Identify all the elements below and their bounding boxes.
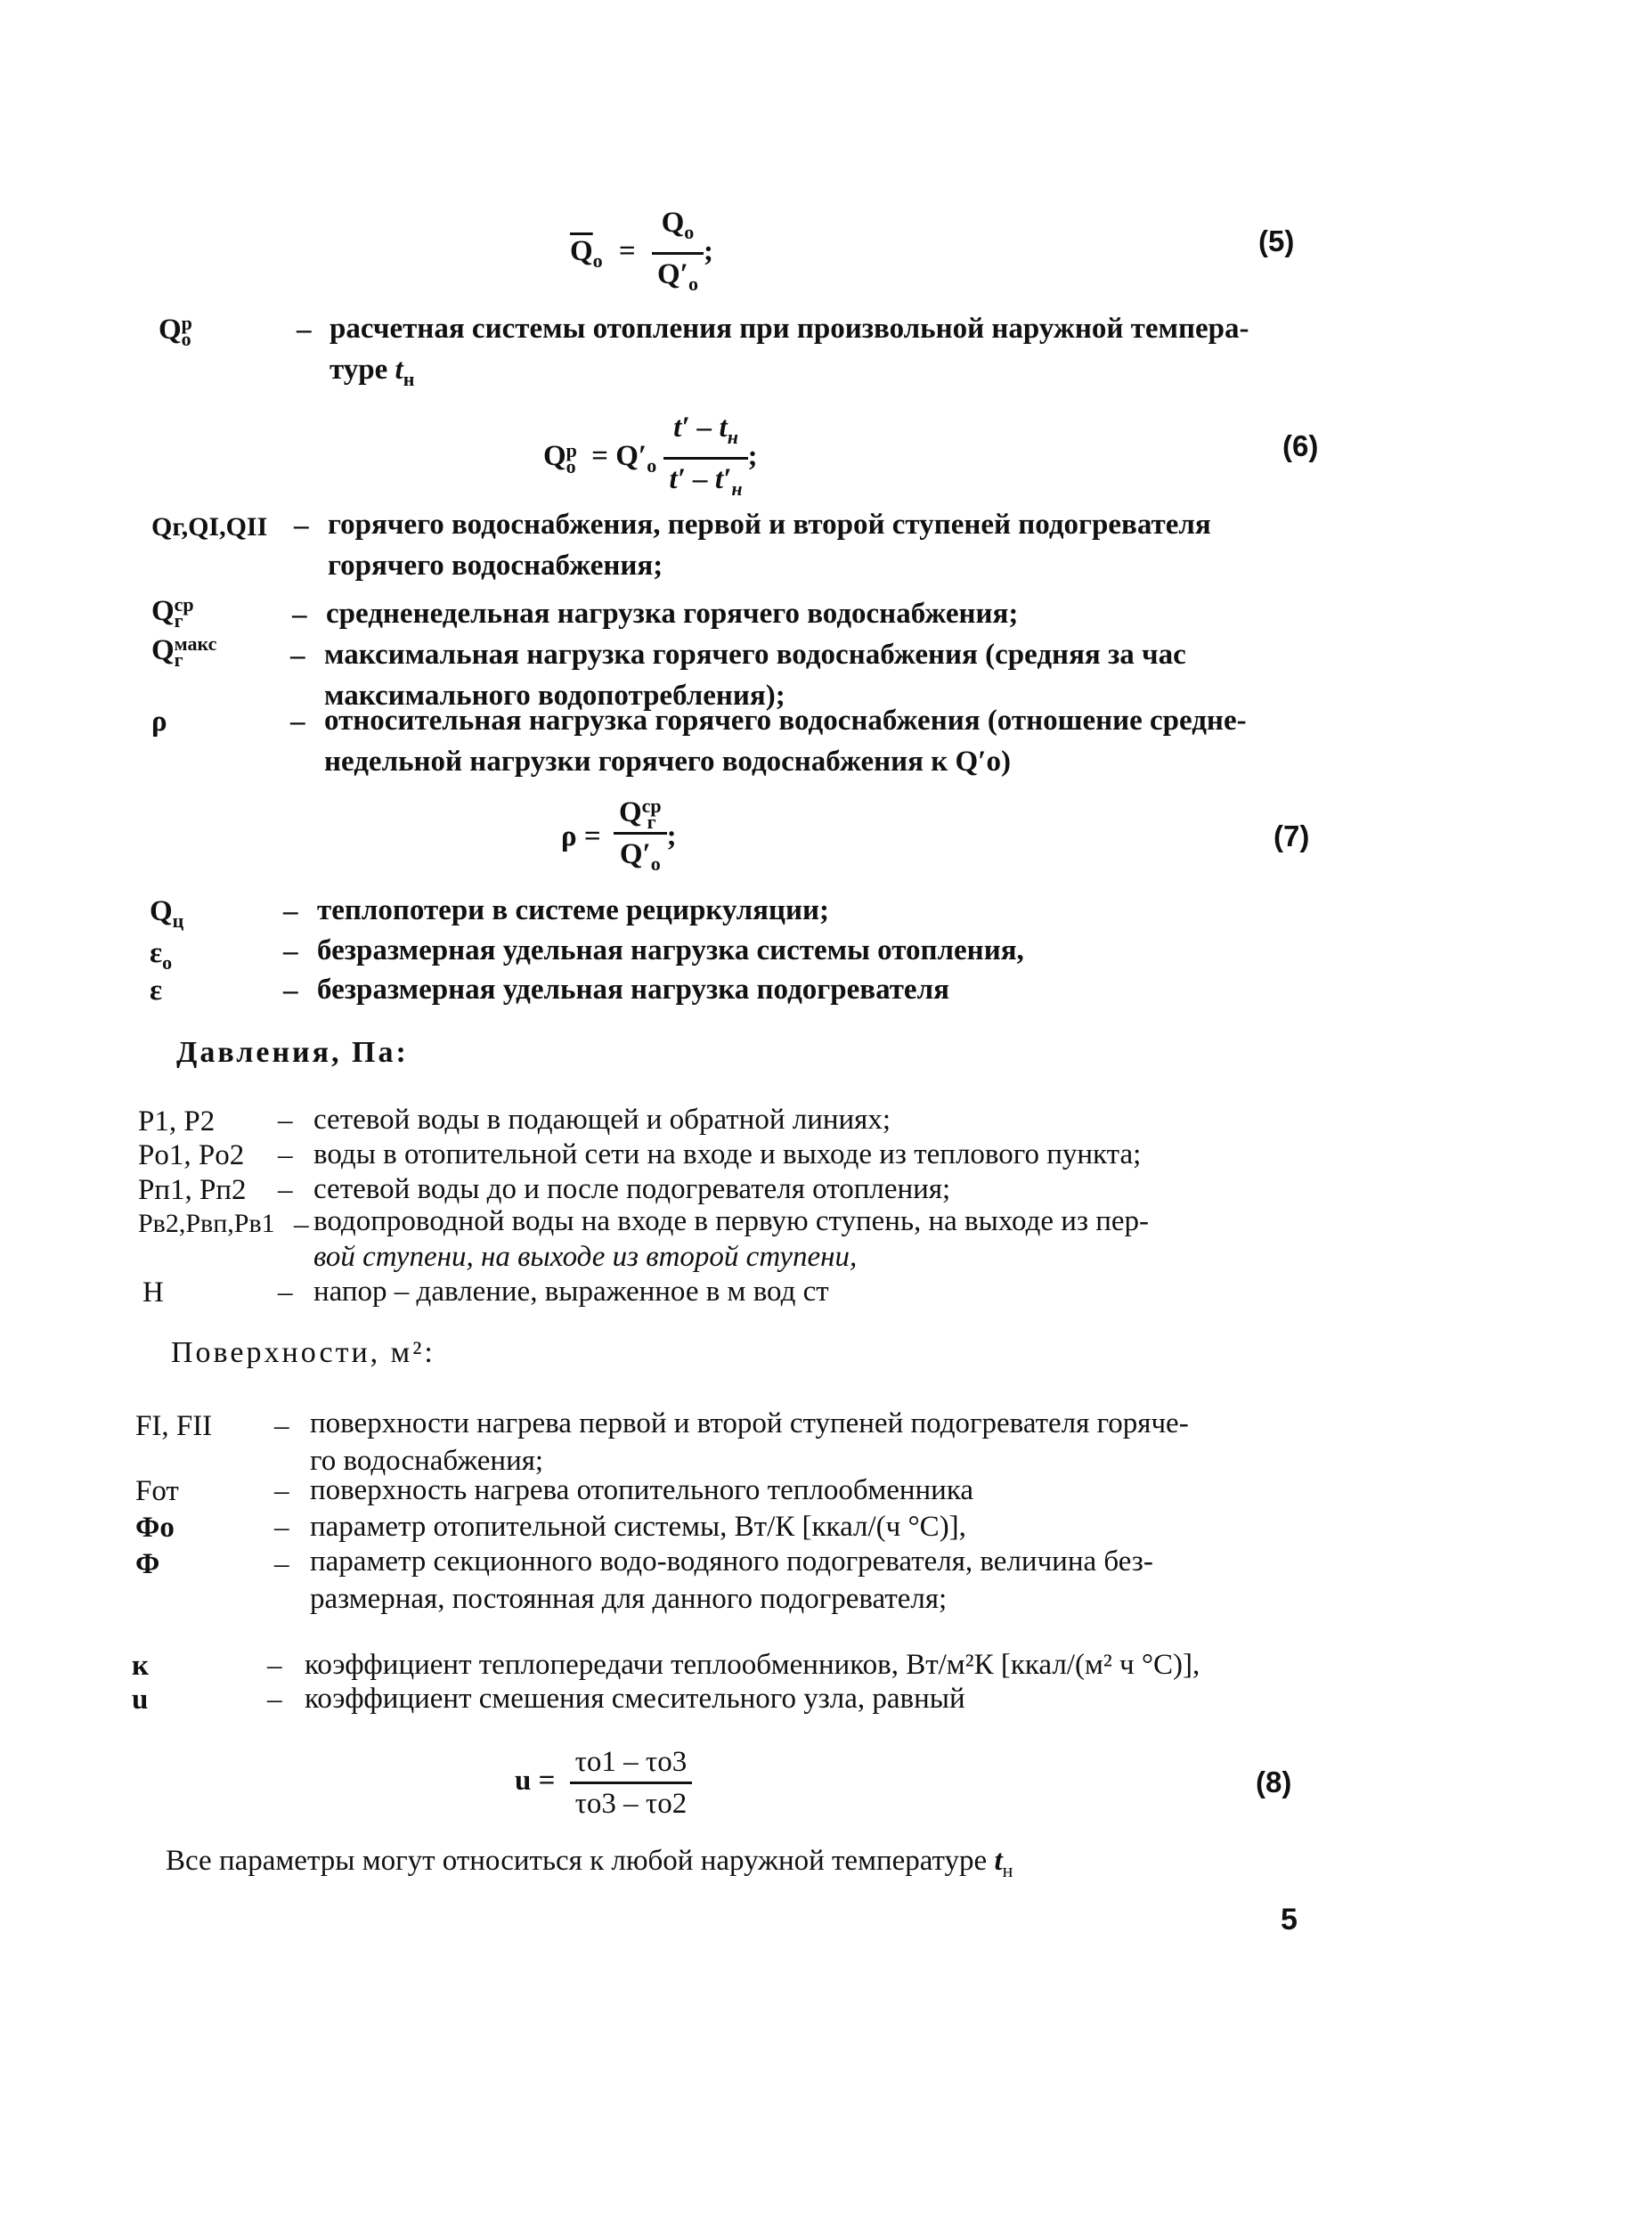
definition-Qg: [328, 504, 1307, 586]
symbol-Phi-o: Φo: [135, 1512, 175, 1544]
eq7-semicolon: ;: [666, 820, 677, 852]
eq8-lhs: u =: [515, 1765, 556, 1798]
symbol-Qgcp-sup: ср: [174, 593, 194, 616]
equation-6: [543, 408, 758, 509]
equation-number-7: (7): [1274, 820, 1310, 852]
eq6-lhs-sup: p: [566, 438, 577, 461]
eq6-numerator-wrap: [663, 408, 747, 460]
eq7-num-sup: ср: [641, 795, 662, 818]
symbol-Qc-sub: ц: [172, 909, 184, 932]
symbol-Qop-base: Q: [159, 314, 182, 346]
dash-k: –: [267, 1650, 282, 1682]
definition-Qop-line2-prefix: туре: [330, 354, 388, 386]
definition-k: коэффициент теплопередачи теплообменников, Вт/м²К [ккал/(м² ч °С)],: [305, 1649, 1200, 1681]
symbol-Qgcp-sub: г: [174, 609, 183, 632]
symbol-Phi: Φ: [135, 1548, 160, 1580]
symbol-Qgmax: [151, 632, 217, 672]
definition-Qg-line1: горячего водоснабжения, первой и второй ступеней подогревателя: [328, 509, 1211, 541]
dash-epsilon: –: [283, 974, 298, 1007]
definition-Phi-line2: размерная, постоянная для данного подогревателя;: [310, 1583, 948, 1615]
eq7-den-sub: о: [650, 852, 661, 875]
symbol-Qc: [150, 895, 183, 933]
equation-7: [561, 793, 677, 884]
symbol-Qc-base: Q: [150, 895, 173, 927]
definition-FI-FII: [310, 1405, 1379, 1480]
eq6-den-sub: н: [731, 477, 743, 500]
definition-Qop-var-sub: н: [403, 368, 415, 390]
dash-epsilon-o: –: [283, 935, 298, 967]
footer-var: t: [994, 1845, 1003, 1877]
symbol-Qop-sup: p: [181, 312, 192, 335]
footer-var-sub: н: [1002, 1859, 1013, 1881]
definition-Qc: теплопотери в системе рециркуляции;: [317, 894, 830, 926]
dash-Fot: –: [274, 1475, 289, 1507]
definition-H: напор – давление, выраженное в м вод ст: [313, 1276, 829, 1308]
definition-epsilon: безразмерная удельная нагрузка подогревателя: [317, 974, 949, 1006]
eq6-lhs-sub: o: [566, 454, 576, 477]
equation-number-5: (5): [1258, 224, 1295, 257]
dash-Qgmax: –: [290, 640, 305, 672]
definition-epsilon-o: безразмерная удельная нагрузка системы отопления,: [317, 934, 1024, 966]
definition-Qop-line2: [330, 349, 1309, 400]
symbol-Qgmax-sup: макс: [174, 632, 217, 656]
symbol-FI-FII: FI, FII: [135, 1410, 213, 1442]
symbol-Qgcp: [151, 593, 194, 632]
definition-P1-P2: сетевой воды в подающей и обратной линиях;: [313, 1104, 891, 1136]
eq7-lhs: ρ =: [561, 820, 601, 852]
definition-Qgmax-line2: максимального водопотребления);: [324, 680, 785, 712]
eq5-equals: =: [618, 235, 636, 268]
definition-Fot: поверхность нагрева отопительного теплообменника: [310, 1474, 974, 1506]
eq6-equals-sub: o: [647, 454, 657, 477]
definition-Qop: [330, 308, 1309, 400]
dash-Pp1-Pp2: –: [278, 1174, 293, 1206]
definition-Qg-line2: горячего водоснабжения;: [328, 550, 663, 582]
definition-Pv: [313, 1203, 1382, 1275]
symbol-Pp1-Pp2: Pп1, Pп2: [138, 1174, 247, 1206]
eq5-num-sub: o: [684, 221, 695, 243]
eq5-denominator: Q′: [656, 258, 688, 290]
heading-pressures: Давления, Па:: [176, 1036, 409, 1069]
dash-Po1-Po2: –: [278, 1139, 293, 1171]
dash-P1-P2: –: [278, 1105, 293, 1137]
eq6-semicolon: ;: [747, 440, 758, 473]
dash-Phi: –: [274, 1548, 289, 1580]
equation-5: [570, 203, 713, 304]
eq6-num-sub: н: [727, 426, 738, 448]
definition-Phi: [310, 1543, 1379, 1618]
dash-rho: –: [290, 705, 305, 738]
eq8-numerator: τo1 – τo3: [570, 1742, 693, 1784]
dash-Qc: –: [283, 895, 298, 927]
equation-number-6: (6): [1282, 429, 1319, 462]
footer-text: [166, 1840, 1323, 1891]
symbol-epsilon-o-sub: о: [162, 951, 173, 974]
equation-8: [515, 1742, 692, 1823]
symbol-Qop: [159, 312, 192, 351]
definition-Qgmax-line1: максимальная нагрузка горячего водоснабжения (средняя за час: [324, 639, 1186, 671]
symbol-Qgmax-sub: г: [174, 648, 183, 672]
symbol-Qop-sub: o: [181, 328, 191, 351]
eq7-fraction: [614, 793, 667, 884]
definition-Qop-line1: расчетная системы отопления при произвольной наружной темпера-: [330, 313, 1249, 345]
eq5-numerator: Q: [661, 207, 685, 239]
dash-Phi-o: –: [274, 1512, 289, 1544]
definition-rho-line2: недельной нагрузки горячего водоснабжения к Q′о): [324, 746, 1011, 778]
dash-Pv: –: [294, 1209, 309, 1241]
definition-Phi-o: параметр отопительной системы, Вт/К [ккал/(ч °С)],: [310, 1511, 966, 1543]
dash-Qop: –: [297, 314, 312, 346]
eq6-denominator: t′ – t′: [669, 463, 732, 495]
symbol-P1-P2: P1, P2: [138, 1105, 216, 1138]
eq6-fraction: [663, 408, 747, 509]
footer-sentence: Все параметры могут относиться к любой наружной температуре: [166, 1845, 988, 1877]
definition-Qop-var: t: [395, 354, 403, 386]
definition-Qgcp: средненедельная нагрузка горячего водоснабжения;: [326, 598, 1019, 630]
definition-rho-line1: относительная нагрузка горячего водоснабжения (отношение средне-: [324, 705, 1247, 737]
eq6-equals: = Q′: [591, 440, 647, 473]
symbol-Qgmax-base: Q: [151, 634, 175, 666]
eq6-numerator: t′ – t: [673, 412, 728, 444]
eq7-num-sub: г: [647, 811, 656, 834]
definition-Po1-Po2: воды в отопительной сети на входе и выходе из теплового пункта;: [313, 1138, 1142, 1170]
dash-u: –: [267, 1684, 282, 1716]
symbol-u: u: [132, 1684, 149, 1716]
symbol-Qgcp-base: Q: [151, 595, 175, 627]
symbol-epsilon-o-base: ε: [150, 937, 163, 969]
equation-number-8: (8): [1256, 1765, 1292, 1798]
symbol-Po1-Po2: Po1, Po2: [138, 1139, 245, 1171]
eq5-lhs: $\overline{Q}$: [570, 235, 593, 268]
eq7-denominator: Q′: [619, 838, 651, 870]
eq7-numerator: Q: [618, 796, 642, 828]
eq6-denominator-wrap: [663, 460, 747, 509]
eq5-den-sub: o: [688, 273, 698, 295]
page-number: 5: [1281, 1903, 1298, 1937]
definition-rho: [324, 700, 1304, 782]
symbol-epsilon-o: [150, 937, 172, 974]
definition-u: коэффициент смешения смесительного узла, равный: [305, 1683, 965, 1715]
symbol-rho: ρ: [151, 705, 167, 738]
dash-Qgcp: –: [292, 599, 307, 631]
symbol-Qg-QI-QII: Qг,QI,QII: [151, 512, 268, 542]
eq8-denominator: τo3 – τo2: [574, 1788, 688, 1820]
eq6-lhs: Q: [543, 440, 566, 473]
definition-Pv-line1: водопроводной воды на входе в первую ступень, на выходе из пер-: [313, 1205, 1150, 1237]
dash-H: –: [278, 1276, 293, 1309]
eq5-lhs-sub: o: [592, 249, 603, 273]
dash-Qg: –: [294, 510, 309, 542]
symbol-H: H: [142, 1276, 164, 1309]
eq5-semicolon: ;: [703, 235, 713, 268]
symbol-k: к: [132, 1650, 150, 1682]
symbol-Fot: Fот: [135, 1475, 179, 1507]
definition-Pp1-Pp2: сетевой воды до и после подогревателя отопления;: [313, 1173, 951, 1205]
symbol-epsilon: ε: [150, 974, 163, 1007]
definition-Pv-line2: вой ступени, на выходе из второй ступени,: [313, 1241, 858, 1273]
symbol-Pv: Pв2,Pвп,Pв1: [138, 1209, 275, 1238]
definition-Phi-line1: параметр секционного водо-водяного подогревателя, величина без-: [310, 1545, 1153, 1578]
heading-surfaces: Поверхности, м²:: [171, 1336, 435, 1369]
definition-FI-FII-line1: поверхности нагрева первой и второй ступеней подогревателя горяче-: [310, 1407, 1189, 1439]
eq5-fraction: [652, 203, 704, 304]
definition-FI-FII-line2: го водоснабжения;: [310, 1445, 544, 1477]
eq8-fraction: [570, 1742, 693, 1823]
dash-FI-FII: –: [274, 1410, 289, 1442]
